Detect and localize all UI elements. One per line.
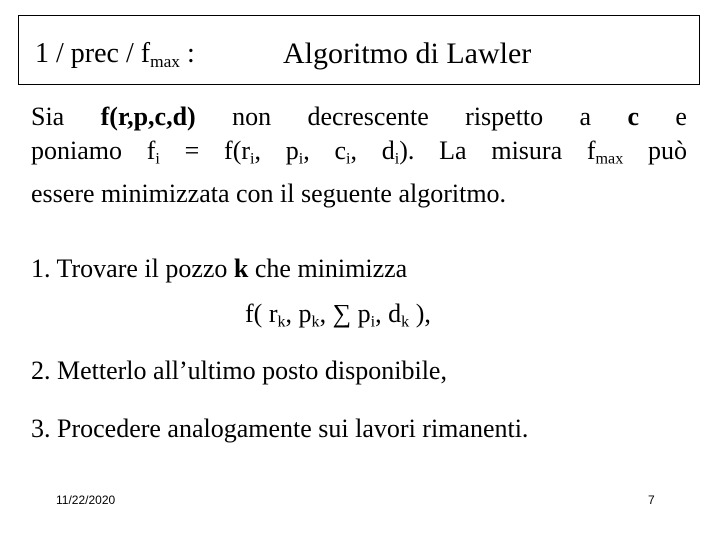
intro-text: , p bbox=[254, 136, 299, 165]
problem-notation bbox=[35, 38, 195, 78]
step-2: 2. Metterlo all’ultimo posto disponibile, bbox=[31, 356, 447, 385]
formula-text: ), bbox=[409, 299, 431, 328]
subscript: max bbox=[595, 150, 624, 168]
subscript: i bbox=[250, 150, 255, 168]
intro-text: può bbox=[623, 136, 688, 165]
formula-text: , ∑ p bbox=[319, 299, 371, 328]
subscript: i bbox=[394, 150, 400, 168]
formula-text: , p bbox=[285, 299, 312, 328]
page-number: 7 bbox=[648, 493, 655, 507]
subscript: i bbox=[298, 150, 304, 168]
function-name: f(r,p,c,d) bbox=[100, 102, 196, 131]
step-3: 3. Procedere analogamente sui lavori rimanenti. bbox=[31, 414, 529, 443]
variable-k: k bbox=[233, 254, 249, 283]
intro-text: , c bbox=[303, 136, 347, 165]
step-text: che minimizza bbox=[248, 254, 408, 283]
step-text: 1. Trovare il pozzo bbox=[31, 254, 234, 283]
step-1 bbox=[31, 252, 407, 286]
footer-date: 11/22/2020 bbox=[56, 493, 116, 507]
intro-text: = f(r bbox=[159, 136, 251, 165]
intro-line-1 bbox=[31, 100, 687, 134]
subscript: i bbox=[155, 150, 160, 168]
intro-line-3: essere minimizzata con il seguente algoritmo. bbox=[31, 178, 507, 208]
intro-text: non decrescente rispetto a bbox=[195, 102, 628, 131]
intro-line-2 bbox=[31, 134, 687, 177]
notation-subscript: max bbox=[150, 51, 180, 71]
subscript: k bbox=[311, 313, 320, 331]
formula-text: f( r bbox=[245, 299, 278, 328]
step-1-formula bbox=[245, 297, 431, 340]
subscript: k bbox=[401, 313, 410, 331]
intro-text: , d bbox=[350, 136, 395, 165]
slide-title: Algoritmo di Lawler bbox=[283, 37, 532, 70]
subscript: i bbox=[346, 150, 351, 168]
subscript: i bbox=[370, 313, 376, 331]
title-box bbox=[18, 15, 700, 85]
variable-c: c bbox=[627, 102, 640, 131]
notation-prefix: 1 / prec / f bbox=[35, 38, 151, 69]
subscript: k bbox=[277, 313, 286, 331]
intro-text: Sia bbox=[31, 102, 101, 131]
intro-text: e bbox=[639, 102, 687, 131]
formula-text: , d bbox=[375, 299, 402, 328]
intro-text: ). La misura f bbox=[399, 136, 596, 165]
intro-paragraph bbox=[31, 100, 687, 211]
intro-text: poniamo f bbox=[31, 136, 156, 165]
notation-suffix: : bbox=[179, 38, 195, 69]
